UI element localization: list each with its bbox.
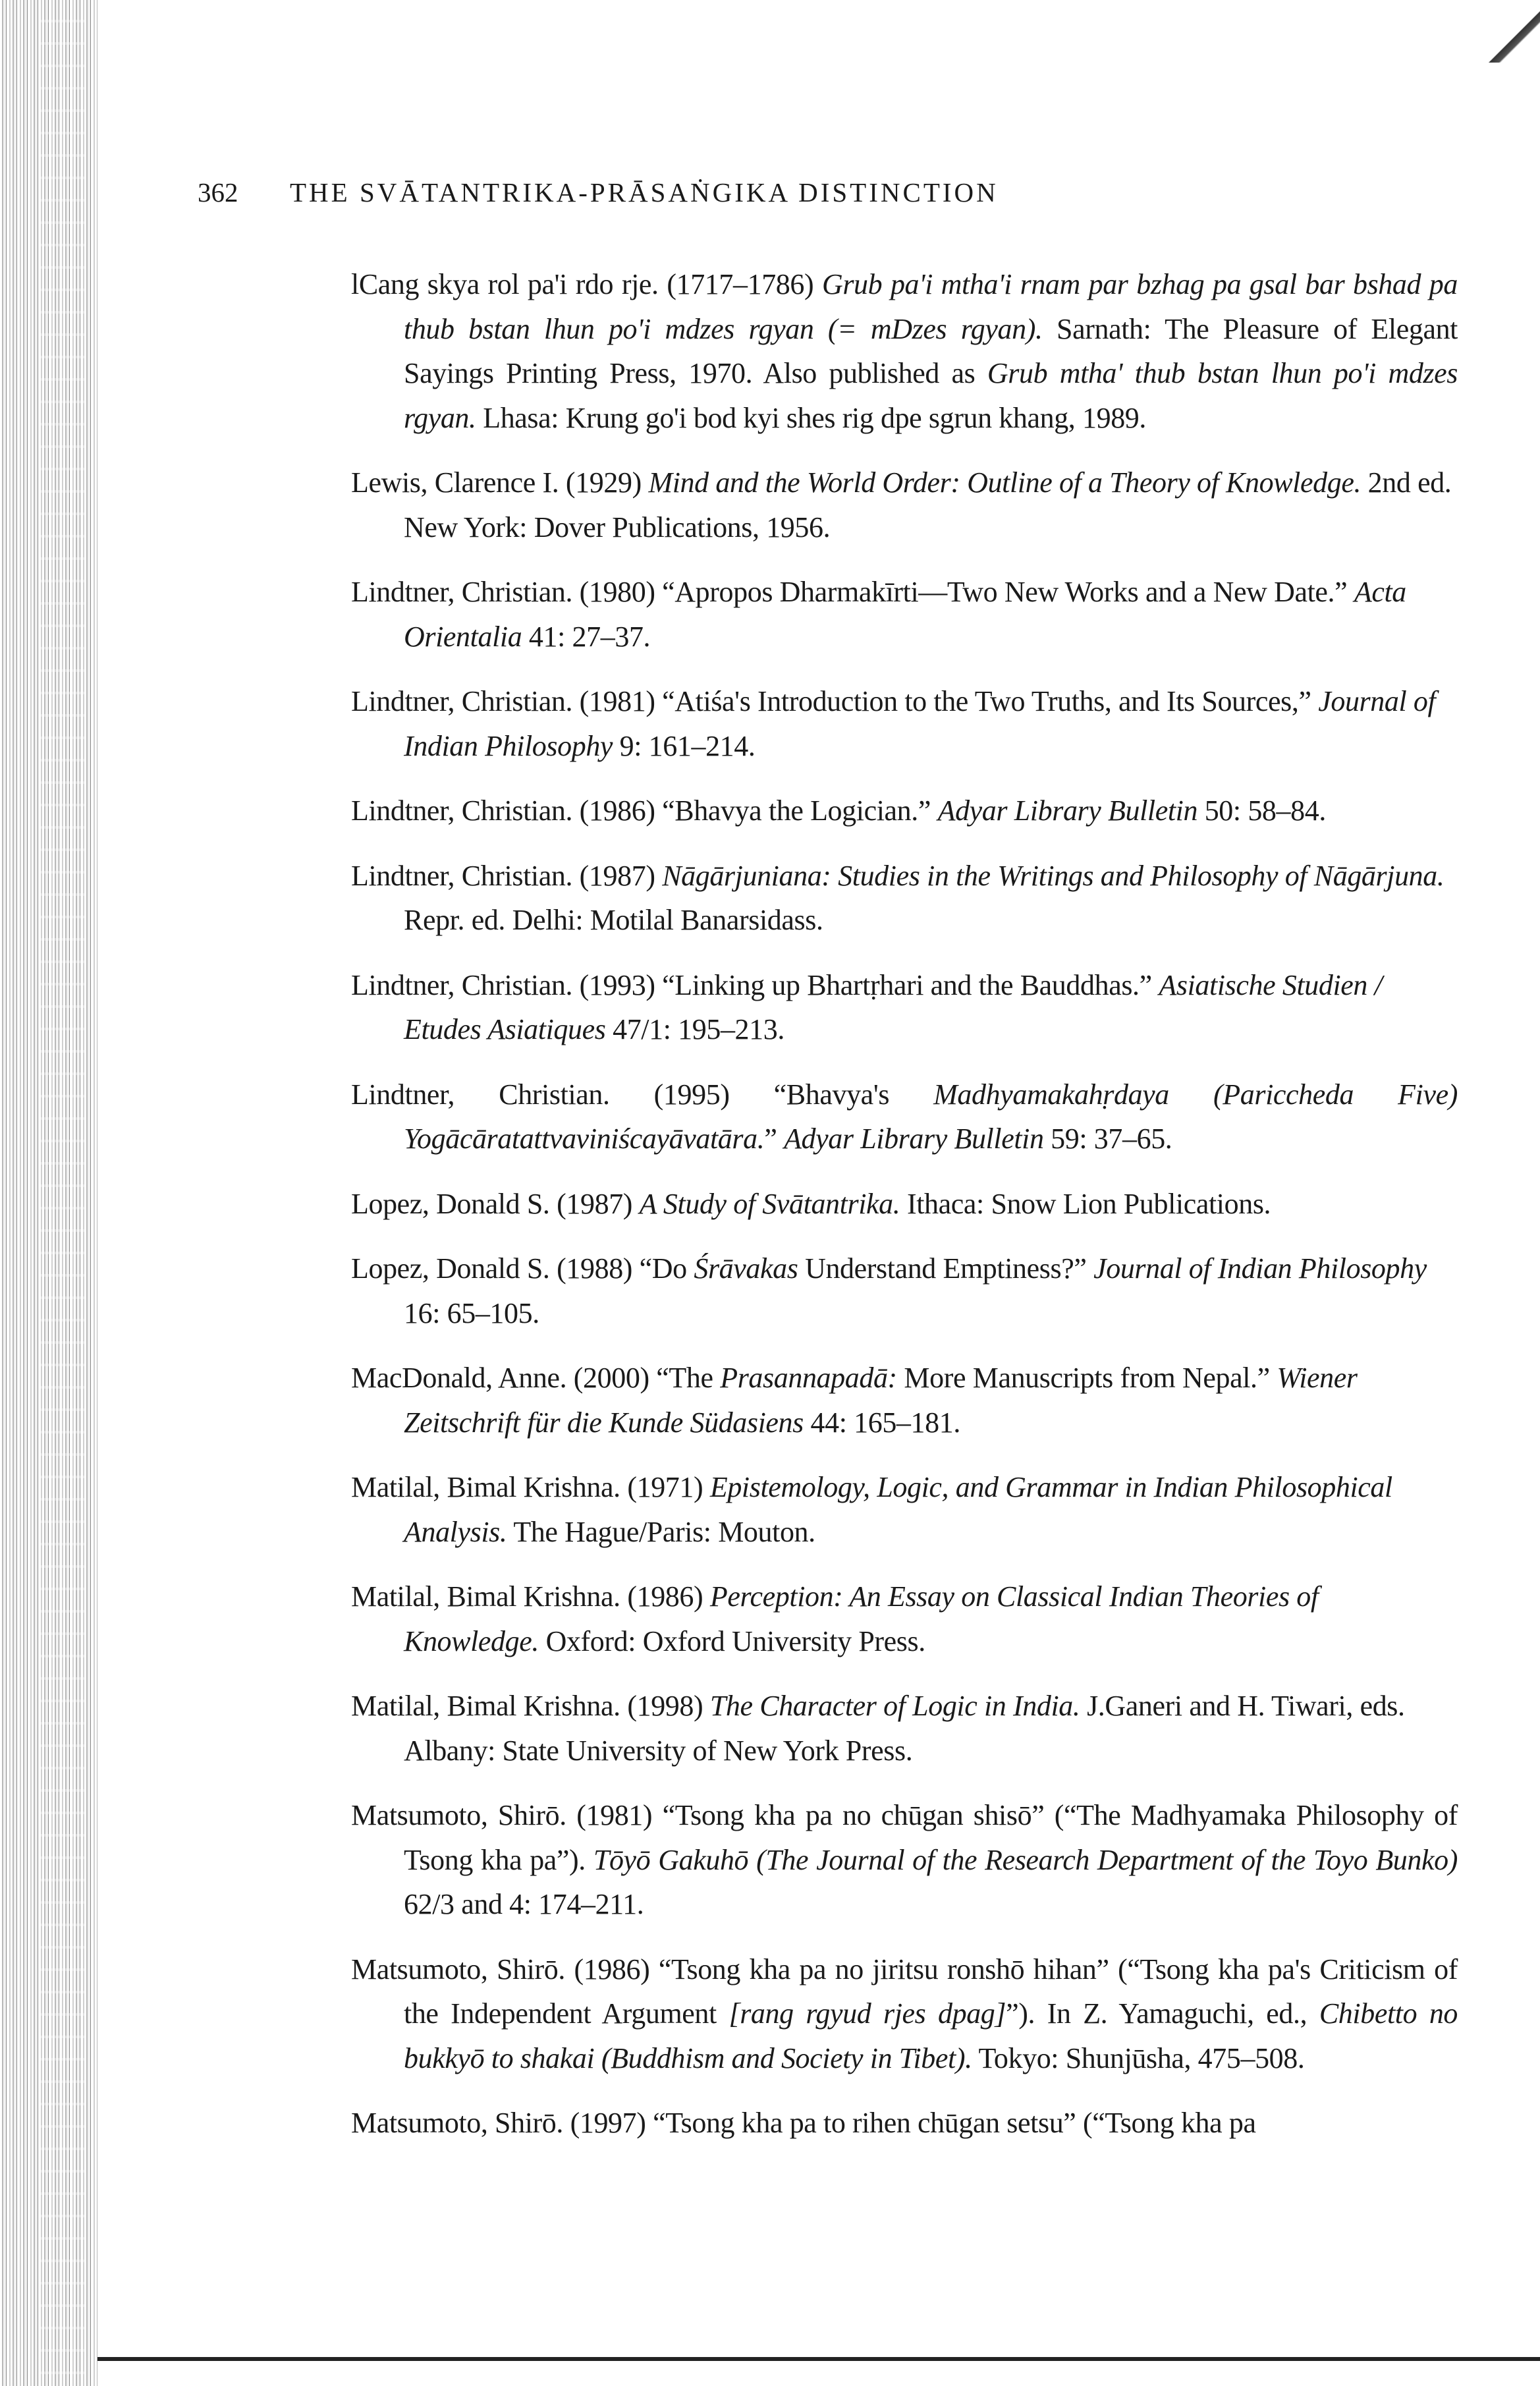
entry-title: Journal of Indian Philosophy: [404, 685, 1436, 762]
entry-title-alt: Journal of Indian Philosophy: [1093, 1252, 1427, 1285]
entry-publication: 47/1: 195–213.: [605, 1013, 784, 1045]
bibliography-entry: [351, 854, 1458, 943]
book-binding-edge: [0, 0, 97, 2386]
bibliography-entry: [351, 963, 1458, 1052]
bibliography-entry: [351, 1072, 1458, 1161]
running-head: [198, 173, 1449, 212]
entry-title: Prasannapadā:: [720, 1362, 897, 1394]
entry-publication: J.Ganeri and H. Tiwari, eds. Albany: State University of New York Press.: [404, 1690, 1405, 1767]
entry-author: Matilal, Bimal Krishna. (1986): [351, 1580, 710, 1613]
entry-author: Lindtner, Christian. (1980) “Apropos Dharmakīrti—Two New Works and a New Date.”: [351, 576, 1354, 608]
bibliography-entry: [351, 1182, 1458, 1227]
entry-title: Śrāvakas: [694, 1252, 798, 1285]
entry-title: Acta Orientalia: [404, 576, 1406, 653]
entry-author: Matsumoto, Shirō. (1997) “Tsong kha pa to rihen chūgan setsu” (“Tsong kha pa: [351, 2107, 1256, 2139]
entry-publication: The Hague/Paris: Mouton.: [507, 1515, 815, 1548]
bibliography-entry: [351, 1793, 1458, 1927]
bibliography-entry: [351, 2101, 1458, 2146]
entry-author: Lindtner, Christian. (1995) “Bhavya's: [351, 1078, 934, 1111]
entry-title: Asiatische Studien / Etudes Asiatiques: [404, 968, 1383, 1045]
entry-author: Matsumoto, Shirō. (1981) “Tsong kha pa no chūgan shisō” (“The Madhyamaka Philosophy of Tsong kha pa”).: [351, 1799, 1458, 1876]
entry-publication: 2nd ed. New York: Dover Publications, 1956.: [404, 466, 1452, 543]
entry-publication-alt: 44: 165–181.: [803, 1406, 960, 1439]
bibliography-entry: [351, 262, 1458, 440]
entry-author: Lopez, Donald S. (1987): [351, 1187, 640, 1220]
entry-title-alt: Adyar Library Bulletin: [784, 1123, 1044, 1155]
entry-publication: 9: 161–214.: [613, 729, 756, 762]
entry-author: Lewis, Clarence I. (1929): [351, 466, 649, 499]
entry-author: Lindtner, Christian. (1981) “Atiśa's Introduction to the Two Truths, and Its Sources,”: [351, 685, 1319, 717]
entry-publication-alt: Tokyo: Shunjūsha, 475–508.: [972, 2041, 1305, 2074]
entry-publication: Understand Emptiness?”: [798, 1252, 1094, 1285]
entry-publication-alt: 59: 37–65.: [1043, 1123, 1172, 1155]
bibliography-entry: [351, 1465, 1458, 1554]
entry-title: Tōyō Gakuhō (The Journal of the Research Department of the Toyo Bunko): [593, 1843, 1458, 1876]
entry-author: Lindtner, Christian. (1987): [351, 859, 663, 892]
entry-title: Epistemology, Logic, and Grammar in Indian Philosophical Analysis.: [404, 1471, 1392, 1548]
entry-publication: 41: 27–37.: [522, 620, 651, 653]
entry-title: Perception: An Essay on Classical Indian Theories of Knowledge.: [404, 1580, 1319, 1657]
entry-title: Madhyamakahṛdaya (Pariccheda Five) Yogācāratattvaviniścayāvatāra.: [404, 1078, 1458, 1155]
entry-title: The Character of Logic in India.: [709, 1690, 1080, 1722]
entry-publication-alt: 16: 65–105.: [404, 1296, 539, 1329]
entry-title: A Study of Svātantrika.: [639, 1187, 900, 1220]
entry-publication-alt: Lhasa: Krung go'i bod kyi shes rig dpe sgrun khang, 1989.: [476, 401, 1146, 434]
bibliography-entry: [351, 570, 1458, 659]
entry-publication: 50: 58–84.: [1197, 794, 1326, 827]
entry-title-alt: Chibetto no bukkyō to shakai (Buddhism and Society in Tibet).: [404, 1997, 1458, 2074]
entry-author: lCang skya rol pa'i rdo rje. (1717–1786): [351, 268, 822, 300]
bibliography-entry: [351, 1684, 1458, 1773]
entry-publication: Sarnath: The Pleasure of Elegant Sayings Printing Press, 1970. Also published as: [404, 312, 1458, 389]
scan-corner-mark: [1487, 0, 1540, 63]
entry-publication: Ithaca: Snow Lion Publications.: [900, 1187, 1271, 1220]
entry-author: Lindtner, Christian. (1986) “Bhavya the Logician.”: [351, 794, 938, 827]
entry-publication: ”). In Z. Yamaguchi, ed.,: [1006, 1997, 1319, 2030]
entry-author: MacDonald, Anne. (2000) “The: [351, 1362, 721, 1394]
entry-author: Matilal, Bimal Krishna. (1971): [351, 1471, 710, 1503]
entry-publication: 62/3 and 4: 174–211.: [404, 1888, 644, 1920]
entry-title-alt: Wiener Zeitschrift für die Kunde Südasiens: [404, 1362, 1358, 1439]
entry-publication: More Manuscripts from Nepal.”: [896, 1362, 1277, 1394]
bibliography-entry: [351, 789, 1458, 833]
entry-title: [rang rgyud rjes dpag]: [729, 1997, 1006, 2030]
entry-author: Matilal, Bimal Krishna. (1998): [351, 1690, 710, 1722]
bibliography-entry: [351, 1356, 1458, 1445]
entry-title-alt: Grub mtha' thub bstan lhun po'i mdzes rgyan.: [404, 357, 1458, 434]
bibliography-list: [351, 262, 1458, 2166]
running-title: THE SVĀTANTRIKA-PRĀSAṄGIKA DISTINCTION: [290, 177, 999, 208]
bibliography-entry: [351, 1574, 1458, 1663]
page-bottom-edge: [97, 2357, 1540, 2361]
entry-title: Grub pa'i mtha'i rnam par bzhag pa gsal bar bshad pa thub bstan lhun po'i mdzes rgyan (= mDzes rgyan).: [404, 268, 1458, 345]
page-number: 362: [198, 177, 238, 208]
entry-title: Mind and the World Order: Outline of a Theory of Knowledge.: [648, 466, 1361, 499]
bibliography-entry: [351, 1246, 1458, 1335]
entry-title: Adyar Library Bulletin: [937, 794, 1198, 827]
bibliography-entry: [351, 460, 1458, 549]
entry-publication: ”: [764, 1123, 784, 1155]
entry-publication: Repr. ed. Delhi: Motilal Banarsidass.: [404, 904, 823, 936]
entry-title: Nāgārjuniana: Studies in the Writings and Philosophy of Nāgārjuna.: [662, 859, 1444, 892]
entry-publication: Oxford: Oxford University Press.: [538, 1624, 925, 1657]
entry-author: Matsumoto, Shirō. (1986) “Tsong kha pa no jiritsu ronshō hihan” (“Tsong kha pa's Criticism of the Independent Argument: [351, 1953, 1458, 2030]
bibliography-entry: [351, 679, 1458, 768]
bibliography-entry: [351, 1947, 1458, 2081]
entry-author: Lopez, Donald S. (1988) “Do: [351, 1252, 694, 1285]
entry-author: Lindtner, Christian. (1993) “Linking up Bhartṛhari and the Bauddhas.”: [351, 968, 1159, 1001]
